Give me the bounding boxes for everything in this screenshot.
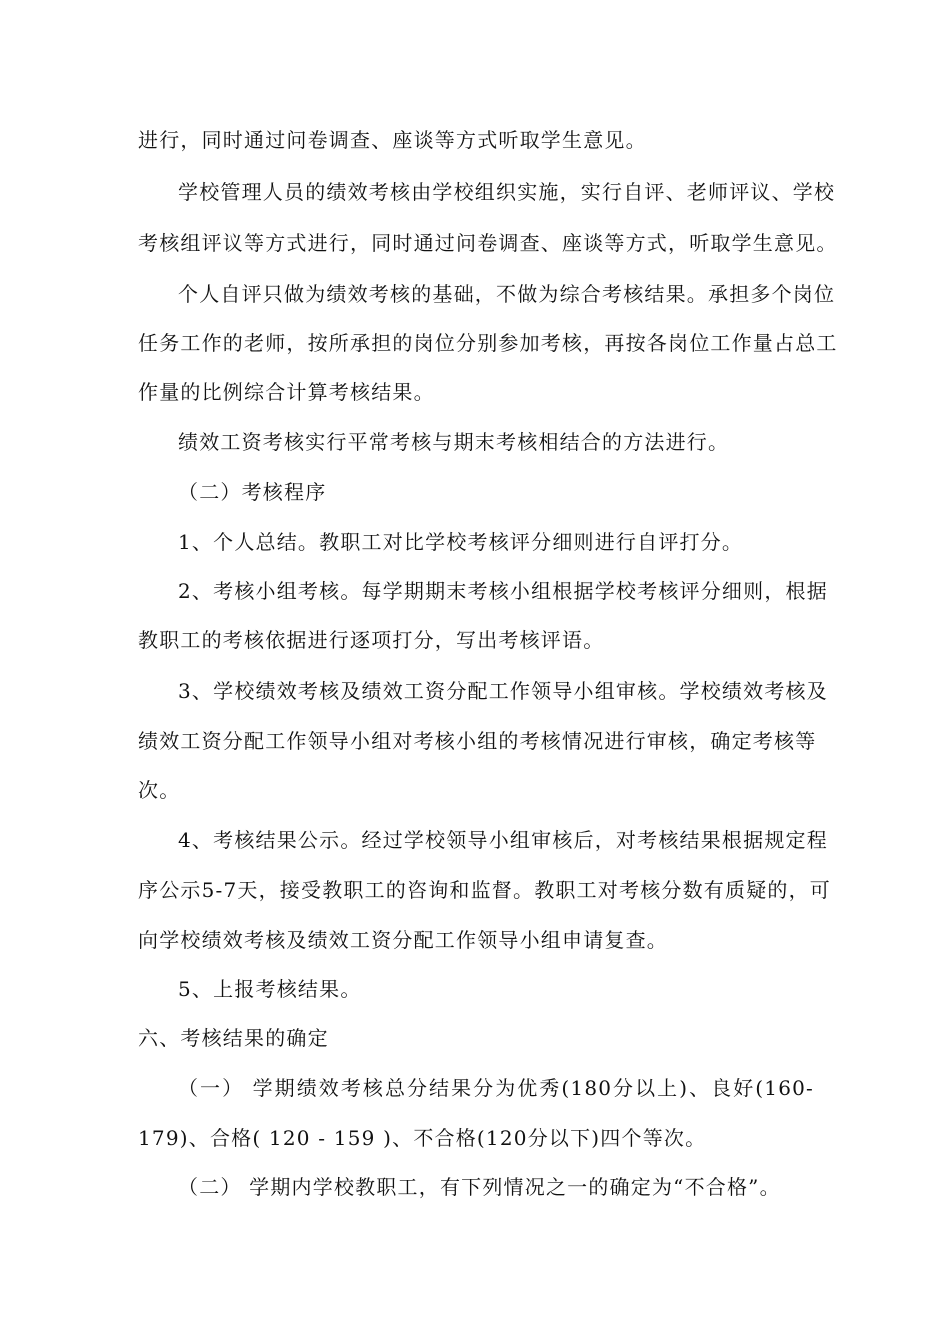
text-line-11: 教职工的考核依据进行逐项打分，写出考核评语。 [138,628,605,652]
text-line-7: 绩效工资考核实行平常考核与期末考核相结合的方法进行。 [178,430,730,454]
text-line-12: 3、学校绩效考核及绩效工资分配工作领导小组审核。学校绩效考核及 [178,679,828,703]
text-line-18: 5、上报考核结果。 [178,977,362,1001]
text-line-9: 1、个人总结。教职工对比学校考核评分细则进行自评打分。 [178,530,744,554]
text-line-16: 序公示5-7天，接受教职工的咨询和监督。教职工对考核分数有质疑的，可 [138,878,832,902]
text-line-21: 179)、合格( 120 - 159 )、不合格(120分以下)四个等次。 [138,1126,707,1150]
text-line-20: （一） 学期绩效考核总分结果分为优秀(180分以上)、良好(160- [178,1076,814,1100]
text-line-5: 任务工作的老师，按所承担的岗位分别参加考核，再按各岗位工作量占总工 [138,331,838,355]
text-line-4: 个人自评只做为绩效考核的基础，不做为综合考核结果。承担多个岗位 [178,282,836,306]
text-line-14: 次。 [138,778,181,802]
text-line-15: 4、考核结果公示。经过学校领导小组审核后，对考核结果根据规定程 [178,828,828,852]
text-line-10: 2、考核小组考核。每学期期末考核小组根据学校考核评分细则，根据 [178,579,828,603]
section-heading-results: 六、考核结果的确定 [138,1026,329,1050]
text-line-17: 向学校绩效考核及绩效工资分配工作领导小组申请复查。 [138,928,668,952]
section-heading-procedure: （二）考核程序 [178,480,327,504]
text-line-13: 绩效工资分配工作领导小组对考核小组的考核情况进行审核，确定考核等 [138,729,817,753]
text-line-22: （二） 学期内学校教职工，有下列情况之一的确定为“不合格”。 [178,1175,781,1199]
text-line-2: 学校管理人员的绩效考核由学校组织实施，实行自评、老师评议、学校 [178,180,836,204]
text-line-3: 考核组评议等方式进行，同时通过问卷调查、座谈等方式，听取学生意见。 [138,231,838,255]
text-line-6: 作量的比例综合计算考核结果。 [138,380,435,404]
text-line-1: 进行，同时通过问卷调查、座谈等方式听取学生意见。 [138,128,647,152]
